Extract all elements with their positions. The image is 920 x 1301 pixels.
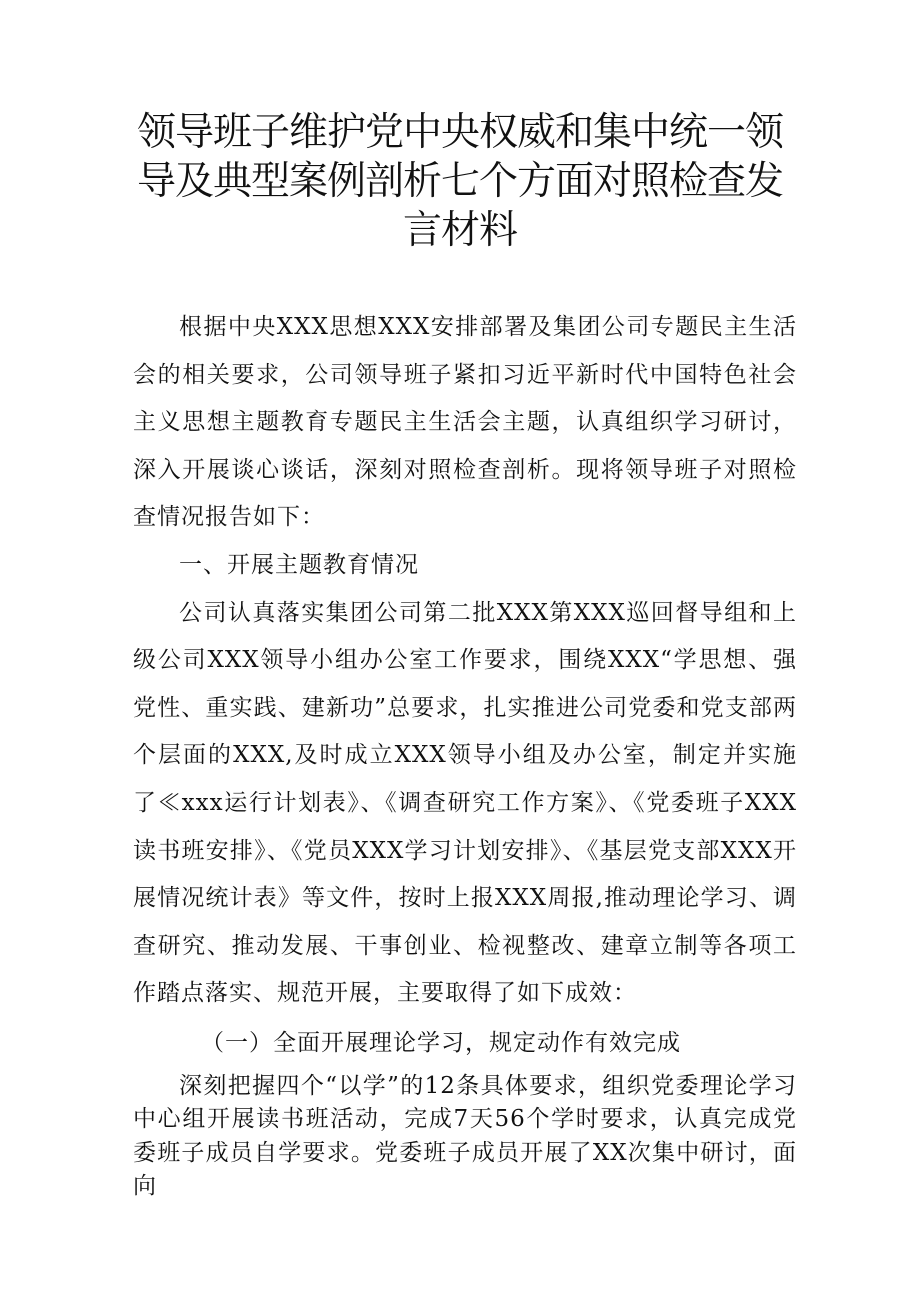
- document-body: [133, 304, 797, 1204]
- section-paragraph: 公司认真落实集团公司第二批XXX第XXX巡回督导组和上级公司XXX领导小组办公室工作要求，围绕XXX“学思想、强党性、重实践、建新功”总要求，扎实推进公司党委和党支部两个层面的XXX,及时成立XXX领导小组及办公室，制定并实施了≪xxx运行计划表》、《调查研究工作方案》、《党委班子XXX读书班安排》、《党员XXX学习计划安排》、《基层党支部XXX开展情况统计表》等文件，按时上报XXX周报,推动理论学习、调查研究、推动发展、干事创业、检视整改、建章立制等各项工作踏点落实、规范开展，主要取得了如下成效：: [133, 599, 797, 1007]
- section-heading: 一、开展主题教育情况: [179, 551, 419, 578]
- document-title: 领导班子维护党中央权威和集中统一领导及典型案例剖析七个方面对照检查发言材料: [136, 110, 783, 253]
- subsection-heading: （一）全面开展理论学习，规定动作有效完成: [201, 1029, 681, 1056]
- subsection-paragraph: 深刻把握四个“以学”的12条具体要求，组织党委理论学习中心组开展读书班活动，完成7天56个学时要求，认真完成党委班子成员自学要求。党委班子成员开展了XX次集中研讨，面向: [133, 1072, 797, 1199]
- intro-paragraph: 根据中央XXX思想XXX安排部署及集团公司专题民主生活会的相关要求，公司领导班子紧扣习近平新时代中国特色社会主义思想主题教育专题民主生活会主题，认真组织学习研讨，深入开展谈心谈话，深刻对照检查剖析。现将领导班子对照检查情况报告如下：: [133, 314, 797, 531]
